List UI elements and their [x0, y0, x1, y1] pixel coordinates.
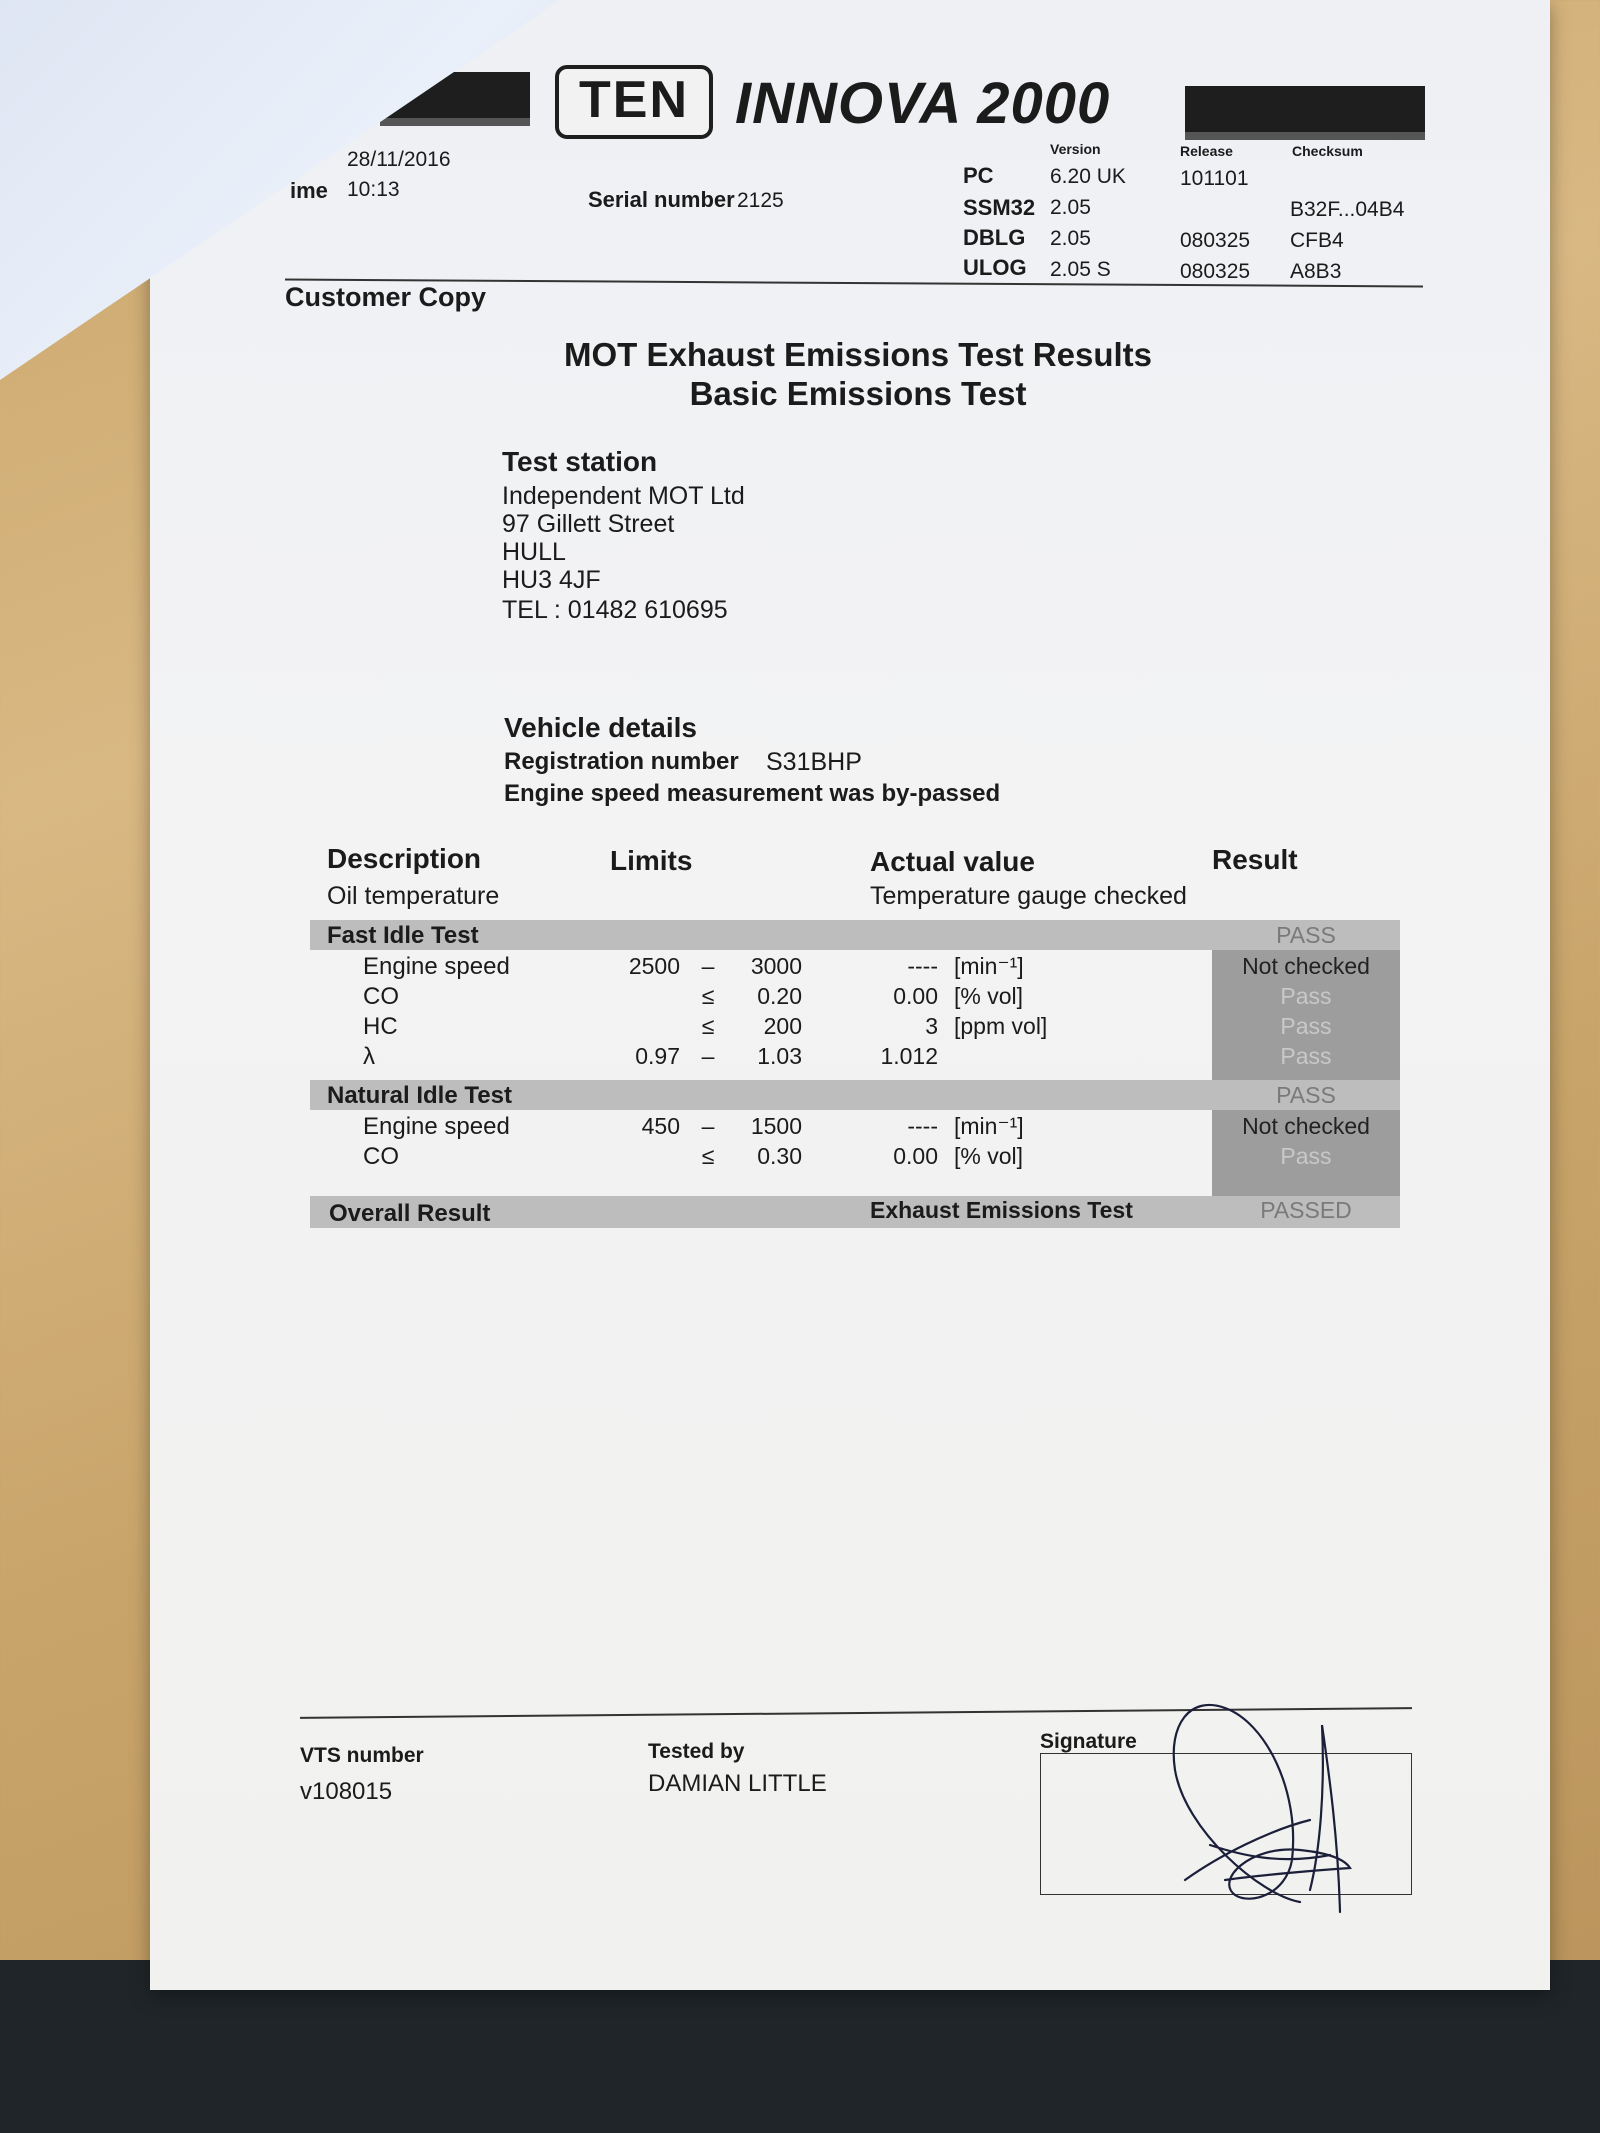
limit-operator: ≤	[701, 1013, 715, 1039]
station-line: TEL : 01482 610695	[502, 596, 728, 624]
row-result: Pass	[1280, 1013, 1332, 1039]
actual-value: ----	[907, 1113, 938, 1139]
oil-temperature-value: Temperature gauge checked	[870, 882, 1187, 910]
handwritten-signature	[1150, 1680, 1380, 1920]
vts-value: v108015	[300, 1778, 393, 1805]
module-release: 101101	[1180, 167, 1249, 190]
actual-value: 3	[925, 1013, 938, 1039]
tested-by-label: Tested by	[648, 1740, 745, 1763]
actual-value: ----	[907, 953, 938, 979]
row-result: Pass	[1280, 983, 1332, 1009]
module-version: 2.05	[1050, 227, 1091, 250]
limit-high: 1500	[750, 1113, 802, 1139]
row-result: Not checked	[1242, 1113, 1370, 1139]
module-checksum: CFB4	[1290, 229, 1344, 252]
brand-name: INNOVA 2000	[735, 71, 1111, 136]
checksum-col-header: Checksum	[1292, 143, 1363, 159]
report-title: MOT Exhaust Emissions Test Results	[563, 336, 1153, 373]
module-version: 2.05	[1050, 196, 1091, 219]
row-result: Not checked	[1242, 953, 1370, 979]
station-line: HULL	[502, 538, 566, 566]
time-value: 10:13	[347, 178, 400, 201]
overall-test-name: Exhaust Emissions Test	[870, 1197, 1133, 1223]
fast-idle-title: Fast Idle Test	[327, 922, 479, 949]
limit-high: 1.03	[757, 1043, 802, 1069]
row-name: CO	[363, 1143, 399, 1170]
release-col-header: Release	[1180, 143, 1233, 159]
module-version: 6.20 UK	[1050, 165, 1126, 188]
station-line: Independent MOT Ltd	[502, 482, 745, 510]
limits-col-header: Limits	[610, 845, 693, 876]
description-col-header: Description	[327, 843, 482, 874]
limit-operator: ≤	[701, 983, 715, 1009]
limit-operator: –	[701, 1113, 715, 1139]
ten-logo: TEN	[555, 65, 713, 139]
row-result: Pass	[1280, 1143, 1332, 1169]
fast-idle-result: PASS	[1276, 922, 1336, 948]
time-label: ime	[290, 178, 328, 203]
limit-high: 0.30	[757, 1143, 802, 1169]
limit-high: 3000	[750, 953, 802, 979]
module-name: DBLG	[963, 225, 1026, 250]
module-version: 2.05 S	[1050, 258, 1111, 281]
date-value: 28/11/2016	[347, 148, 451, 171]
actual-value: 0.00	[893, 983, 938, 1009]
module-checksum: B32F...04B4	[1290, 198, 1405, 221]
station-line: HU3 4JF	[502, 566, 601, 594]
serial-value: 2125	[737, 189, 784, 212]
serial-label: Serial number	[588, 187, 735, 212]
registration-value: S31BHP	[766, 748, 862, 776]
unit: [% vol]	[954, 1143, 1024, 1169]
unit: [ppm vol]	[954, 1013, 1048, 1039]
module-name: ULOG	[963, 255, 1027, 280]
test-station-heading: Test station	[502, 446, 658, 477]
row-name: Engine speed	[363, 953, 510, 980]
registration-label: Registration number	[504, 748, 739, 775]
overall-result-label: Overall Result	[329, 1200, 491, 1227]
limit-low: 450	[641, 1113, 680, 1139]
actual-col-header: Actual value	[870, 846, 1035, 877]
actual-value: 0.00	[893, 1143, 938, 1169]
row-name: HC	[363, 1013, 398, 1040]
brand-stripe-right	[1185, 86, 1425, 140]
overall-result-value: PASSED	[1260, 1197, 1352, 1223]
signature-label: Signature	[1040, 1730, 1137, 1753]
station-line: 97 Gillett Street	[502, 510, 675, 538]
row-name: CO	[363, 983, 399, 1010]
oil-temperature-label: Oil temperature	[327, 882, 500, 910]
module-name: PC	[963, 163, 994, 188]
module-name: SSM32	[963, 195, 1036, 220]
limit-operator: –	[701, 1043, 715, 1069]
limit-operator: ≤	[701, 1143, 715, 1169]
customer-copy-label: Customer Copy	[285, 282, 487, 312]
module-release: 080325	[1180, 229, 1251, 252]
limit-low: 0.97	[635, 1043, 680, 1069]
vehicle-heading: Vehicle details	[504, 712, 697, 743]
result-col-header: Result	[1212, 844, 1298, 875]
engine-speed-note: Engine speed measurement was by-passed	[504, 780, 1001, 807]
limit-high: 200	[763, 1013, 802, 1039]
vts-label: VTS number	[300, 1744, 424, 1767]
row-name: λ	[363, 1043, 375, 1070]
limit-high: 0.20	[757, 983, 802, 1009]
module-release: 080325	[1180, 260, 1251, 283]
row-result: Pass	[1280, 1043, 1332, 1069]
unit: [% vol]	[954, 983, 1024, 1009]
tested-by-value: DAMIAN LITTLE	[648, 1770, 827, 1797]
limit-low: 2500	[628, 953, 680, 979]
limit-operator: –	[701, 953, 715, 979]
report-subtitle: Basic Emissions Test	[689, 375, 1027, 412]
natural-idle-result: PASS	[1276, 1082, 1336, 1108]
unit: [min⁻¹]	[954, 953, 1024, 979]
module-checksum: A8B3	[1290, 260, 1342, 283]
natural-idle-title: Natural Idle Test	[327, 1082, 512, 1109]
row-name: Engine speed	[363, 1113, 510, 1140]
version-col-header: Version	[1050, 141, 1101, 157]
unit: [min⁻¹]	[954, 1113, 1024, 1139]
actual-value: 1.012	[880, 1043, 938, 1069]
